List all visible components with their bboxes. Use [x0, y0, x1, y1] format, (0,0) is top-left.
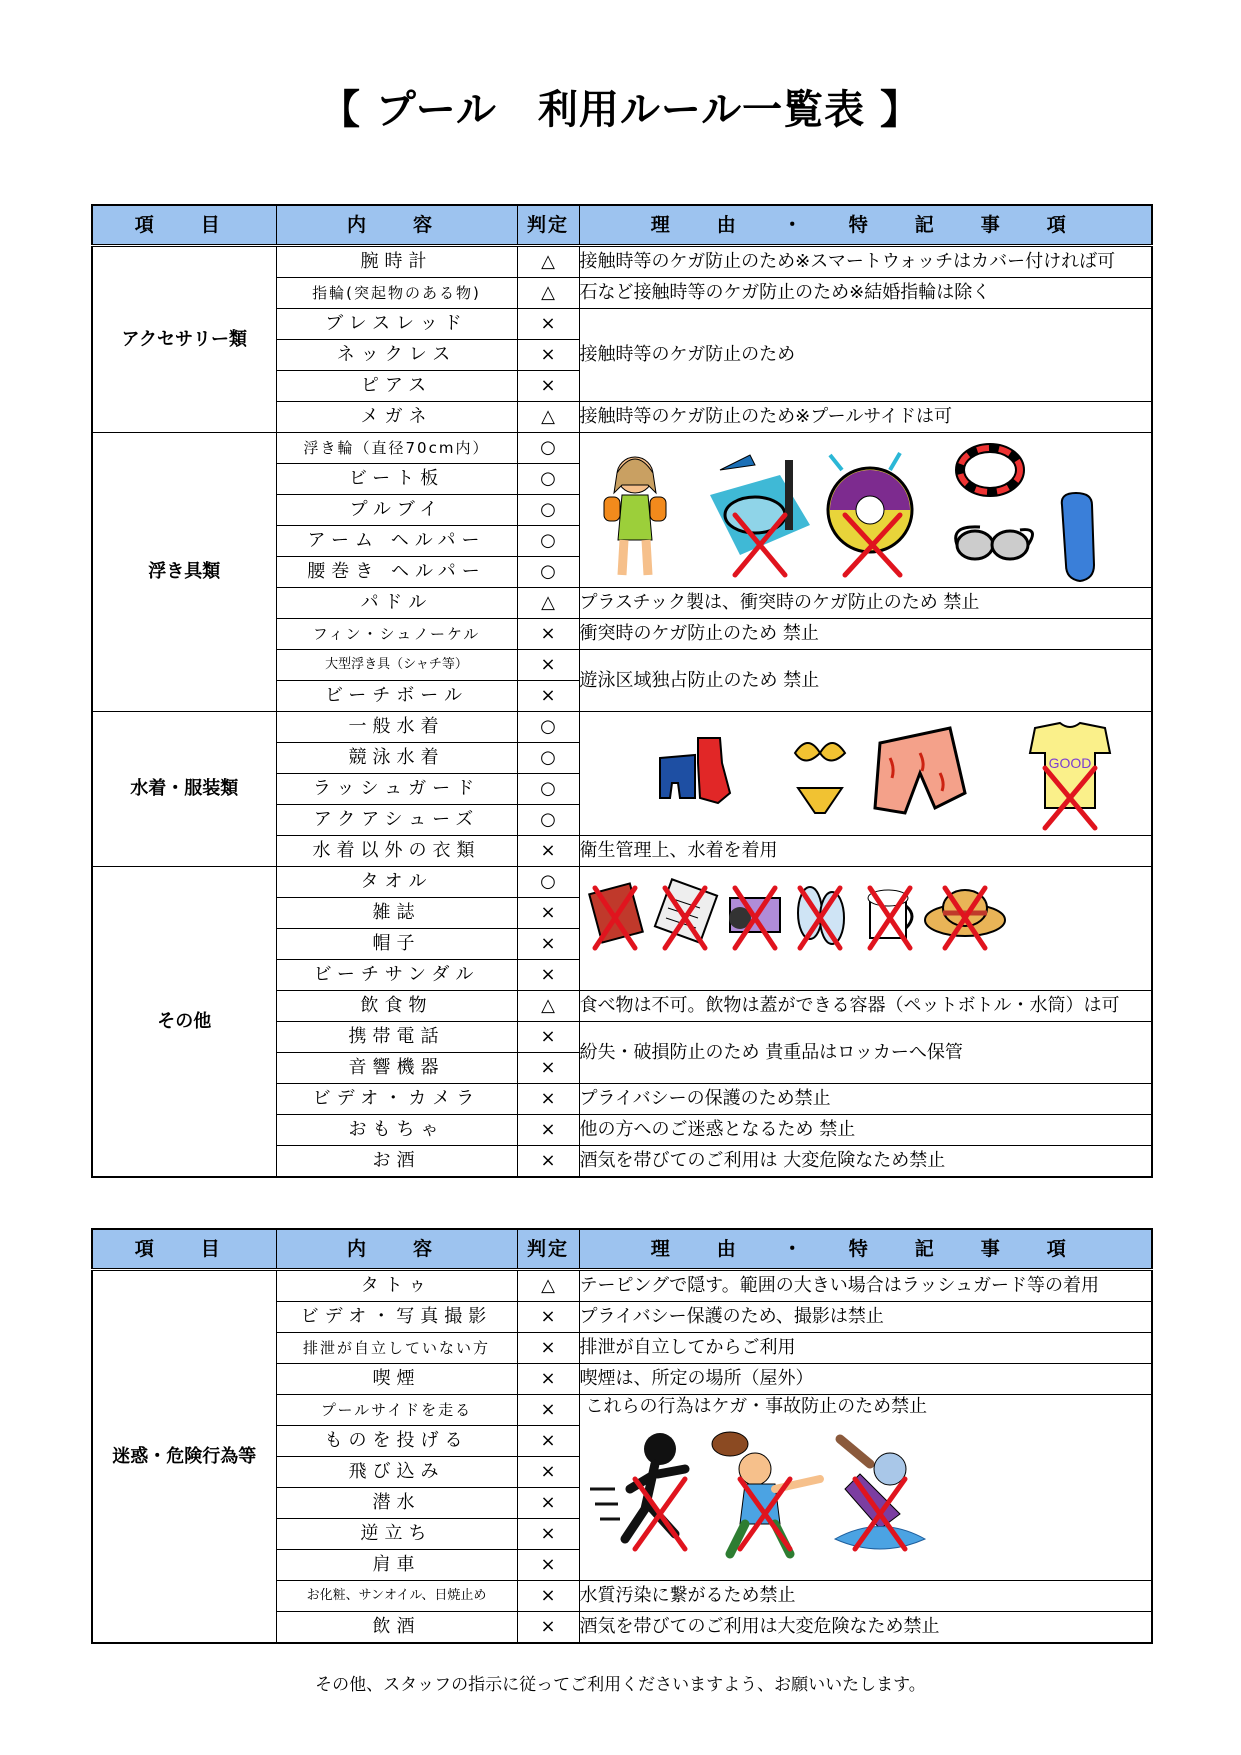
- item-name: ビデオ・カメラ: [276, 1084, 517, 1115]
- judgement-mark: ○: [517, 464, 579, 495]
- category-others: その他: [92, 867, 276, 1178]
- item-name: 腰巻き ヘルパー: [276, 557, 517, 588]
- judgement-mark: ○: [517, 433, 579, 464]
- beach-ball-icon: [828, 453, 912, 552]
- judgement-mark: △: [517, 402, 579, 433]
- judgement-mark: ×: [517, 371, 579, 402]
- nuisance-illustration-cell: [579, 1395, 1152, 1581]
- reason-text: 紛失・破損防止のため 貴重品はロッカーへ保管: [579, 1022, 1152, 1084]
- reason-text: 衝突時のケガ防止のため 禁止: [579, 619, 1152, 650]
- swimsuits-icon: [660, 738, 730, 803]
- table-row: [92, 712, 1152, 743]
- reason-text: プライバシーの保護のため禁止: [579, 1084, 1152, 1115]
- header-category: 項 目: [92, 1229, 276, 1270]
- item-name: 水着以外の衣類: [276, 836, 517, 867]
- item-name: おもちゃ: [276, 1115, 517, 1146]
- item-name: 肩車: [276, 1550, 517, 1581]
- item-name: 帽子: [276, 929, 517, 960]
- reason-text: 衛生管理上、水着を着用: [579, 836, 1152, 867]
- judgement-mark: ×: [517, 1519, 579, 1550]
- others-illustration: [580, 868, 1150, 990]
- judgement-mark: ×: [517, 309, 579, 340]
- reason-text: 食べ物は不可。飲物は蓋ができる容器（ペットボトル・水筒）は可: [579, 991, 1152, 1022]
- straw-hat-icon: [925, 890, 1005, 936]
- judgement-mark: △: [517, 991, 579, 1022]
- judgement-mark: ○: [517, 867, 579, 898]
- category-floats: 浮き具類: [92, 433, 276, 712]
- judgement-mark: ×: [517, 960, 579, 991]
- reason-text: 接触時等のケガ防止のため※プールサイドは可: [579, 402, 1152, 433]
- judgement-mark: ○: [517, 495, 579, 526]
- item-name: 雑誌: [276, 898, 517, 929]
- header-row: [92, 205, 1152, 246]
- item-name: ビデオ・写真撮影: [276, 1302, 517, 1333]
- page-title: 【 プール 利用ルール一覧表 】: [319, 87, 922, 133]
- reason-text: テーピングで隠す。範囲の大きい場合はラッシュガード等の着用: [579, 1270, 1152, 1302]
- item-name: 排泄が自立していない方: [276, 1333, 517, 1364]
- item-name: 一般水着: [276, 712, 517, 743]
- judgement-mark: △: [517, 1270, 579, 1302]
- item-name: 大型浮き具（シャチ等）: [276, 650, 517, 681]
- judgement-mark: ○: [517, 557, 579, 588]
- judgement-mark: ○: [517, 743, 579, 774]
- diving-figure-icon: [835, 1439, 925, 1549]
- item-name: アーム ヘルパー: [276, 526, 517, 557]
- item-name: タトゥ: [276, 1270, 517, 1302]
- judgement-mark: ×: [517, 1084, 579, 1115]
- judgement-mark: ×: [517, 1612, 579, 1644]
- header-reason: 理 由 ・ 特 記 事 項: [579, 205, 1152, 246]
- table-row: [92, 867, 1152, 898]
- item-name: 飲食物: [276, 991, 517, 1022]
- reason-text: 石など接触時等のケガ防止のため※結婚指輪は除く: [579, 278, 1152, 309]
- item-name: 浮き輪（直径70cm内）: [276, 433, 517, 464]
- item-name: 潜水: [276, 1488, 517, 1519]
- item-name: 逆立ち: [276, 1519, 517, 1550]
- tshirt-print: GOOD: [1048, 754, 1091, 771]
- judgement-mark: ×: [517, 929, 579, 960]
- kickboard-icon: [1061, 493, 1093, 581]
- judgement-mark: ×: [517, 340, 579, 371]
- item-name: タオル: [276, 867, 517, 898]
- item-name: アクアシューズ: [276, 805, 517, 836]
- footer-note: その他、スタッフの指示に従ってご利用くださいますよう、お願いいたします。: [315, 1675, 926, 1695]
- judgement-mark: △: [517, 246, 579, 278]
- bikini-icon: [795, 743, 845, 813]
- item-name: プールサイドを走る: [276, 1395, 517, 1426]
- item-name: お酒: [276, 1146, 517, 1178]
- swim-ring-icon: [960, 448, 1020, 492]
- reason-text: 他の方へのご迷惑となるため 禁止: [579, 1115, 1152, 1146]
- judgement-mark: ×: [517, 681, 579, 712]
- item-name: ピアス: [276, 371, 517, 402]
- item-name: 腕時計: [276, 246, 517, 278]
- judgement-mark: ×: [517, 650, 579, 681]
- header-category: 項 目: [92, 205, 276, 246]
- item-name: 飛び込み: [276, 1457, 517, 1488]
- judgement-mark: ×: [517, 1053, 579, 1084]
- reason-text: これらの行為はケガ・事故防止のため禁止: [585, 1396, 928, 1417]
- reason-text: 接触時等のケガ防止のため: [579, 309, 1152, 402]
- item-name: 指輪(突起物のある物): [276, 278, 517, 309]
- header-row: [92, 1229, 1152, 1270]
- judgement-mark: ×: [517, 1022, 579, 1053]
- table-row: [92, 1270, 1152, 1302]
- header-judgement: 判定: [517, 205, 579, 246]
- reason-text: 喫煙は、所定の場所（屋外）: [579, 1364, 1152, 1395]
- judgement-mark: ○: [517, 712, 579, 743]
- judgement-mark: ×: [517, 1115, 579, 1146]
- table-row: [92, 433, 1152, 464]
- header-content: 内 容: [276, 205, 517, 246]
- judgement-mark: ×: [517, 1457, 579, 1488]
- item-name: 飲酒: [276, 1612, 517, 1644]
- rules-table-2: [91, 1228, 1153, 1644]
- judgement-mark: ○: [517, 774, 579, 805]
- swimwear-illustration-cell: [579, 712, 1152, 836]
- judgement-mark: ○: [517, 805, 579, 836]
- item-name: 音響機器: [276, 1053, 517, 1084]
- swim-trunks-icon: [875, 728, 965, 813]
- table-row: [92, 246, 1152, 278]
- item-name: ブレスレッド: [276, 309, 517, 340]
- category-nuisance: 迷惑・危険行為等: [92, 1270, 276, 1644]
- header-judgement: 判定: [517, 1229, 579, 1270]
- item-name: ラッシュガード: [276, 774, 517, 805]
- reason-text: 接触時等のケガ防止のため※スマートウォッチはカバー付ければ可: [579, 246, 1152, 278]
- rules-table-1: [91, 204, 1153, 1178]
- item-name: メガネ: [276, 402, 517, 433]
- swimwear-illustration: [580, 713, 1150, 835]
- others-illustration-cell: [579, 867, 1152, 991]
- header-content: 内 容: [276, 1229, 517, 1270]
- judgement-mark: ×: [517, 1581, 579, 1612]
- category-swimwear: 水着・服装類: [92, 712, 276, 867]
- judgement-mark: ×: [517, 619, 579, 650]
- snorkel-icon: [710, 455, 810, 555]
- judgement-mark: ×: [517, 1550, 579, 1581]
- item-name: フィン・シュノーケル: [276, 619, 517, 650]
- judgement-mark: ×: [517, 1395, 579, 1426]
- judgement-mark: ×: [517, 836, 579, 867]
- goggles-icon: [955, 527, 1032, 559]
- judgement-mark: △: [517, 278, 579, 309]
- reason-text: 酒気を帯びてのご利用は 大変危険なため禁止: [579, 1146, 1152, 1178]
- item-name: お化粧、サンオイル、日焼止め: [276, 1581, 517, 1612]
- reason-text: プライバシー保護のため、撮影は禁止: [579, 1302, 1152, 1333]
- reason-text: 排泄が自立してからご利用: [579, 1333, 1152, 1364]
- item-name: ものを投げる: [276, 1426, 517, 1457]
- judgement-mark: ×: [517, 898, 579, 929]
- judgement-mark: ×: [517, 1146, 579, 1178]
- reason-text: 水質汚染に繋がるため禁止: [579, 1581, 1152, 1612]
- item-name: パドル: [276, 588, 517, 619]
- item-name: ビート板: [276, 464, 517, 495]
- item-name: 喫煙: [276, 1364, 517, 1395]
- item-name: プルブイ: [276, 495, 517, 526]
- item-name: 競泳水着: [276, 743, 517, 774]
- header-reason: 理 由 ・ 特 記 事 項: [579, 1229, 1152, 1270]
- item-name: ビーチボール: [276, 681, 517, 712]
- reason-text: 遊泳区域独占防止のため 禁止: [579, 650, 1152, 712]
- item-name: 携帯電話: [276, 1022, 517, 1053]
- judgement-mark: ×: [517, 1333, 579, 1364]
- nuisance-illustration: [580, 1419, 1150, 1569]
- judgement-mark: ×: [517, 1302, 579, 1333]
- floats-illustration-cell: [579, 433, 1152, 588]
- category-accessories: アクセサリー類: [92, 246, 276, 433]
- reason-text: プラスチック製は、衝突時のケガ防止のため 禁止: [579, 588, 1152, 619]
- item-name: ネックレス: [276, 340, 517, 371]
- throwing-boy-icon: [712, 1432, 820, 1554]
- item-name: ビーチサンダル: [276, 960, 517, 991]
- judgement-mark: ×: [517, 1488, 579, 1519]
- judgement-mark: △: [517, 588, 579, 619]
- reason-text: 酒気を帯びてのご利用は大変危険なため禁止: [579, 1612, 1152, 1644]
- judgement-mark: ×: [517, 1426, 579, 1457]
- judgement-mark: ○: [517, 526, 579, 557]
- girl-with-arm-floats-icon: [604, 457, 666, 575]
- judgement-mark: ×: [517, 1364, 579, 1395]
- floats-illustration: [580, 435, 1150, 585]
